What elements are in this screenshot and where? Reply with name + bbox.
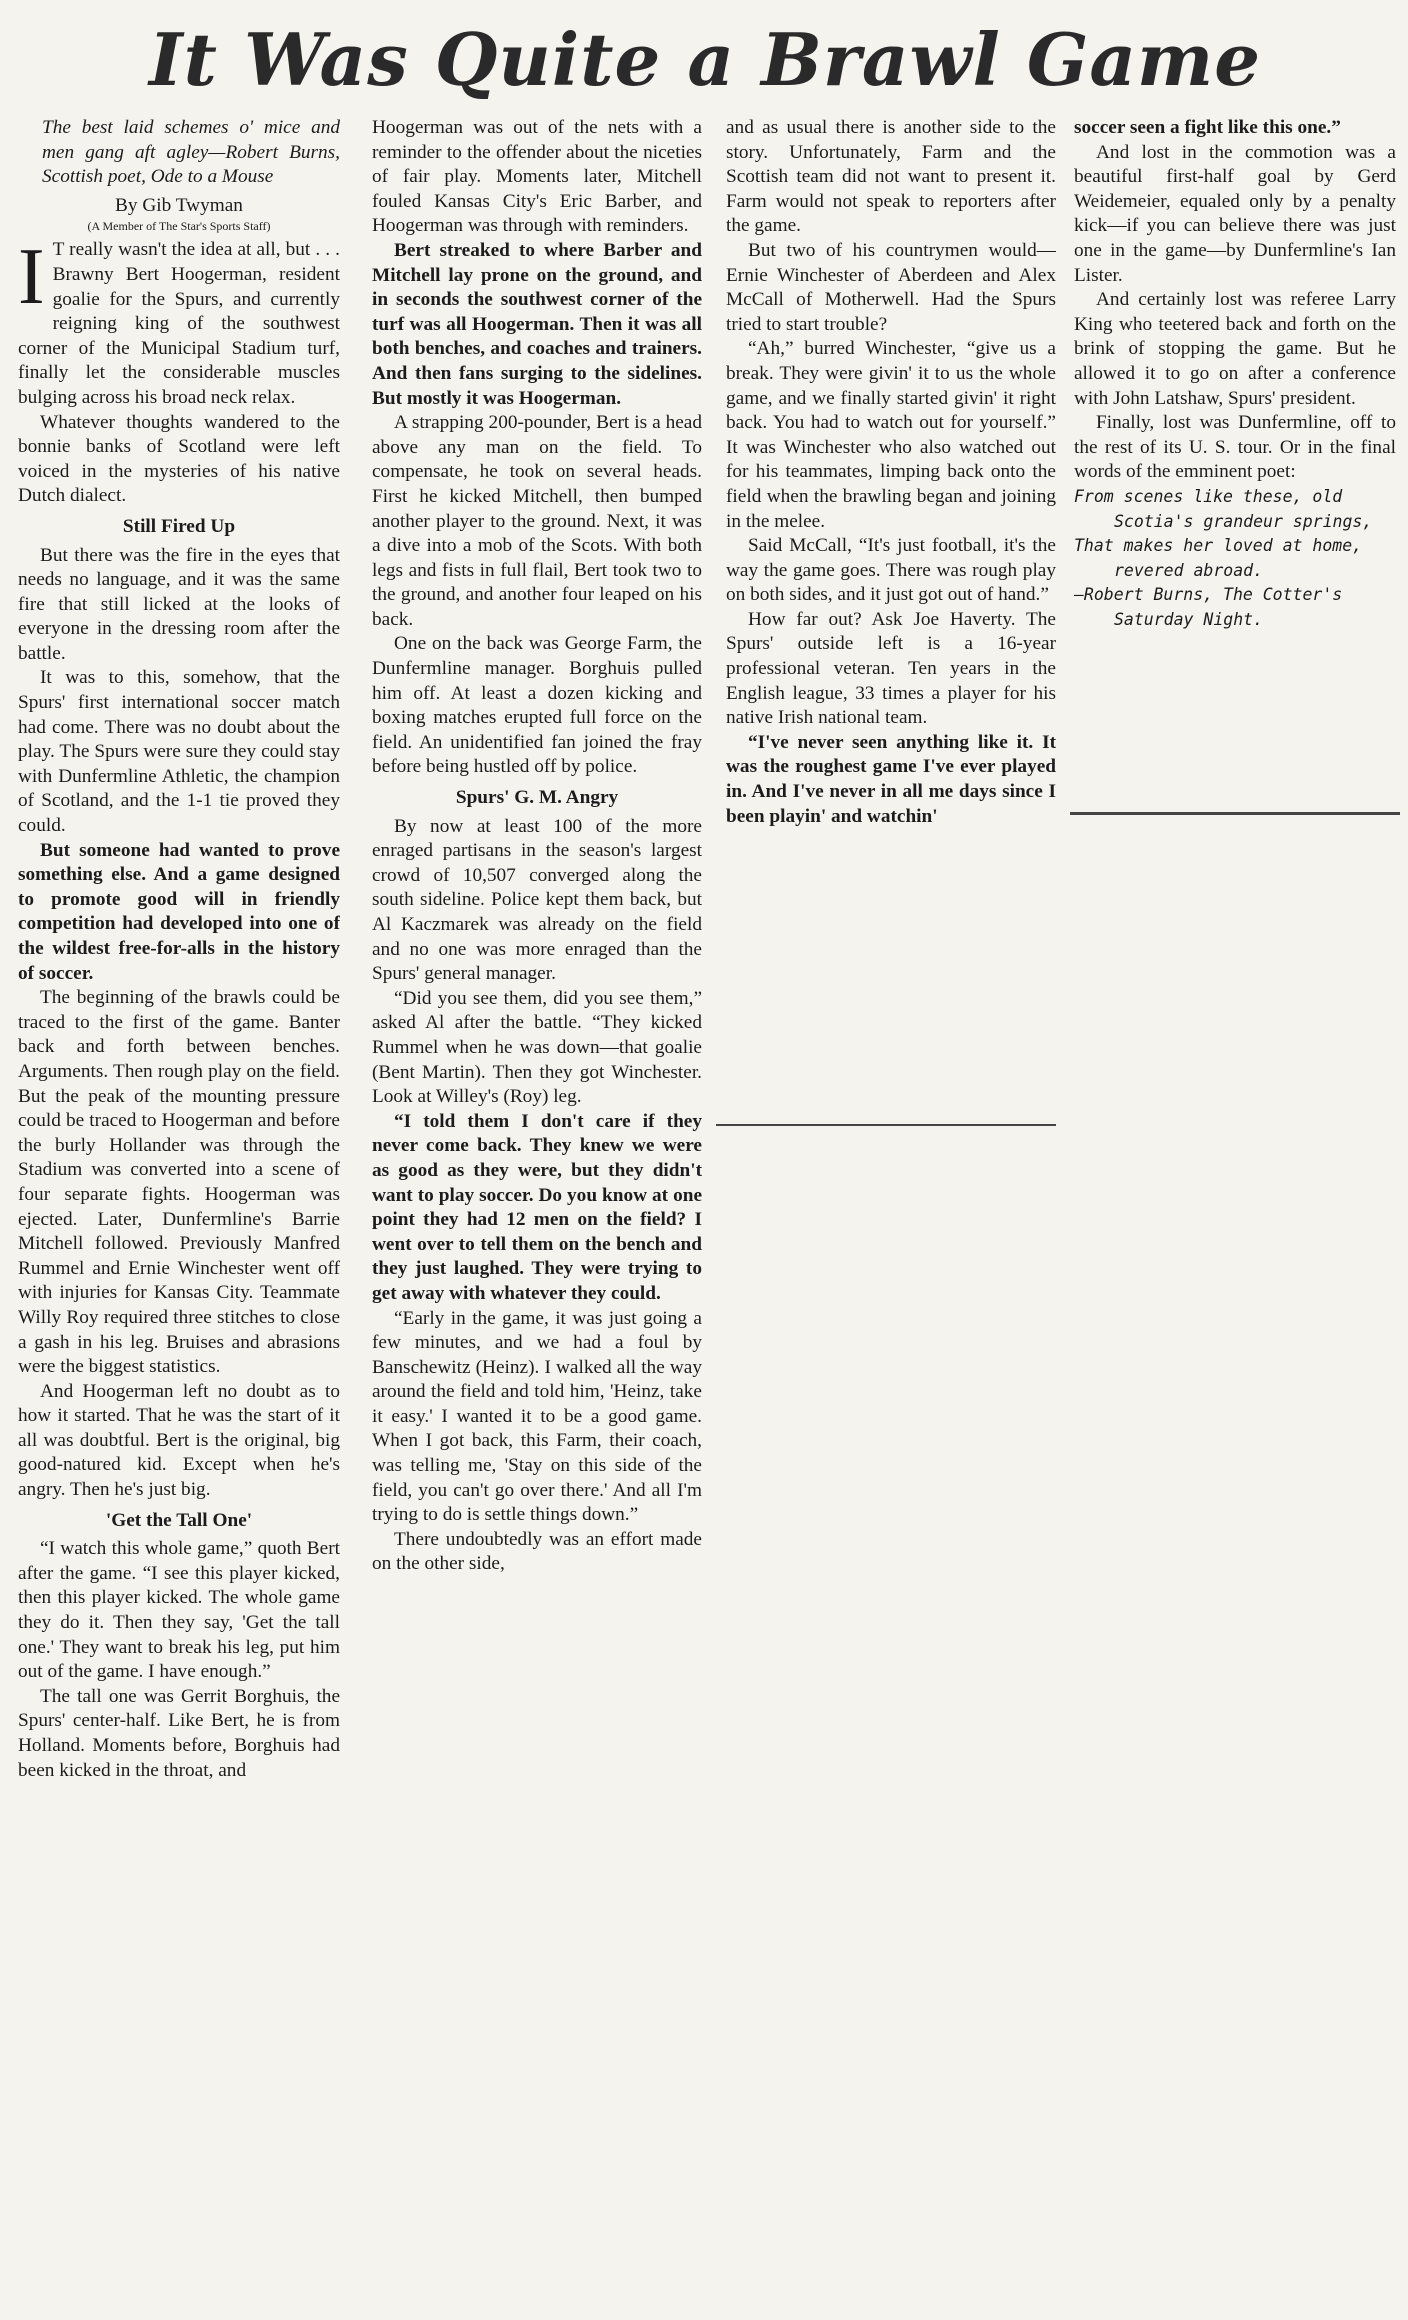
paragraph: “Did you see them, did you see them,” asked Al after the battle. “They kicked Rummel when he was down—that goalie (Bent Martin). Then they got Winchester. Look at Willey's (Roy) leg. [372,987,702,1108]
paragraph-bold: “I've never seen anything like it. It was the roughest game I've ever played in. And I've never in all me days since I been playin' and watchin' [726,731,1056,827]
column-4 [1074,116,1396,806]
poem-line: From scenes like these, old [1074,486,1343,506]
paragraph: But there was the fire in the eyes that needs no language, and it was the same fire that still licked at the looks of everyone in the dressing room after the battle. [18,544,340,664]
paragraph: And Hoogerman left no doubt as to how it started. That he was the start of it all was doubtful. Bert is the original, big good-natured kid. Except when he's angry. Then he's just big. [18,1380,340,1501]
lead-paragraph [18,233,340,410]
column-1 [18,116,340,2312]
paragraph: But two of his countrymen would—Ernie Winchester of Aberdeen and Alex McCall of Motherwell. Had the Spurs tried to start trouble? [726,239,1056,335]
subhead-spurs-gm-angry: Spurs' G. M. Angry [455,787,619,809]
poem-line: That makes her loved at home, [1074,536,1363,556]
byline-credit: (A Member of The Star's Sports Staff) [87,219,271,234]
poem-attribution: Saturday Night. [1114,609,1264,629]
paragraph: It was to this, somehow, that the Spurs' first international soccer match had come. There was no doubt about the play. The Spurs were sure they could stay with Dunfermline Athletic, the champion of Scotland, and the 1-1 tie proved they could. [18,667,340,837]
column-2 [372,116,702,2106]
paragraph: And certainly lost was referee Larry King who teetered back and forth on the brink of stopping the game. But he allowed it to go on after a conference with John Latshaw, Spurs' president. [1074,289,1396,409]
paragraph-bold: But someone had wanted to prove something else. And a game designed to promote good will in friendly competition had developed into one of the wildest free-for-alls in the history of soccer. [18,839,340,984]
byline: By Gib Twyman [115,194,243,216]
poem-attribution: —Robert Burns, The Cotter's [1074,585,1343,605]
paragraph: How far out? Ask Joe Haverty. The Spurs' outside left is a 16-year professional veteran. Ten years in the English league, 33 times a player for his native Irish national team. [726,608,1056,729]
paragraph: A strapping 200-pounder, Bert is a head above any man on the field. To compensate, he took on several heads. First he kicked Mitchell, then bumped another player to the ground. Next, it was a dive into a mob of the Scots. With both legs and fists in full flail, Bert took two to the ground, and another four leaped on his back. [372,412,702,630]
paragraph: The beginning of the brawls could be traced to the first of the game. Banter back and forth between benches. Arguments. Then rough play on the field. But the peak of the mounting pressure could be traced to Hoogerman and before the burly Hollander was through the Stadium was converted into a scene of four separate fights. Hoogerman was ejected. Later, Dunfermline's Barrie Mitchell followed. Previously Manfred Rummel and Ernie Winchester went off with injuries for Kansas City. Teammate Willy Roy required three stitches to close a gash in his leg. Bruises and abrasions were the biggest statistics. [18,987,340,1378]
column-end-rule [1070,812,1400,815]
subhead-still-fired-up: Still Fired Up [122,515,236,537]
drop-cap: I [18,233,45,322]
paragraph: Said McCall, “It's just football, it's the way the game goes. There was rough play on both sides, and it just got out of hand.” [726,535,1056,606]
column-end-rule [716,1124,1056,1126]
paragraph: and as usual there is another side to the story. Unfortunately, Farm and the Scottish team did not want to present it. Farm would not speak to reporters after the game. [726,117,1056,237]
lead-text: T really wasn't the idea at all, but . . . Brawny Bert Hoogerman, resident goalie for the Spurs, and currently reigning king of the southwest corner of the Municipal Stadium turf, finally let the considerable muscles bulging across his broad neck relax. [18,239,340,408]
headline: It Was Quite a Brawl Game [148,17,1262,102]
poem-line: revered abroad. [1114,560,1264,580]
paragraph: By now at least 100 of the more enraged partisans in the season's largest crowd of 10,507 converged along the south sideline. Police kept them back, but Al Kaczmarek was already on the field and no one was more enraged than the Spurs' general manager. [372,815,702,985]
paragraph: “Ah,” burred Winchester, “give us a break. They were givin' it to us the whole game, and we finally started givin' it right back. You had to watch out for yourself.” It was Winchester who also watched out for his teammates, limping back onto the field when the brawling began and joining in the melee. [726,338,1056,532]
column-3 [726,116,1056,1116]
paragraph: The tall one was Gerrit Borghuis, the Spurs' center-half. Like Bert, he is from Holland. Moments before, Borghuis had been kicked in the throat, and [18,1685,340,1781]
paragraph: One on the back was George Farm, the Dunfermline manager. Borghuis pulled him off. At least a dozen kicking and boxing matches erupted full force on the field. An unidentified fan joined the fray before being hustled off by police. [372,633,702,778]
paragraph: Finally, lost was Dunfermline, off to the rest of its U. S. tour. Or in the final words of the emminent poet: [1074,412,1396,483]
paragraph: There undoubtedly was an effort made on the other side, [372,1528,702,1575]
epigraph: The best laid schemes o' mice and men gang aft agley—Robert Burns, Scottish poet, Ode to a Mouse [42,117,340,188]
paragraph: “Early in the game, it was just going a few minutes, and we had a foul by Banschewitz (Heinz). I walked all the way around the field and told him, 'Heinz, take it easy.' I wanted it to be a good game. When I got back, this Farm, their coach, was telling me, 'Stay on this side of the field, you can't go over there.' And all I'm trying to do is settle things down.” [372,1307,702,1526]
paragraph-bold: Bert streaked to where Barber and Mitchell lay prone on the ground, and in seconds the southwest corner of the turf was all Hoogerman. Then it was all both benches, and coaches and trainers. And then fans surging to the sidelines. But mostly it was Hoogerman. [372,239,702,409]
paragraph: And lost in the commotion was a beautiful first-half goal by Gerd Weidemeier, equaled only by a penalty kick—if you can believe there was just one in the game—by Dunfermline's Ian Lister. [1074,141,1396,286]
paragraph-bold: “I told them I don't care if they never come back. They knew we were as good as they were, but they didn't want to play soccer. Do you know at one point they had 12 men on the field? I went over to tell them on the bench and they just laughed. They were trying to get away with whatever they could. [372,1110,702,1304]
paragraph: Whatever thoughts wandered to the bonnie banks of Scotland were left voiced in the mysteries of his native Dutch dialect. [18,411,340,507]
subhead-get-the-tall-one: 'Get the Tall One' [105,1509,253,1531]
paragraph: Hoogerman was out of the nets with a reminder to the offender about the niceties of fair play. Moments later, Mitchell fouled Kansas City's Eric Barber, and Hoogerman was through with reminders. [372,117,702,237]
paragraph: “I watch this whole game,” quoth Bert after the game. “I see this player kicked, then this player kicked. The whole game they do it. Then they say, 'Get the tall one.' They want to break his leg, put him out of the game. I have enough.” [18,1538,340,1683]
poem-line: Scotia's grandeur springs, [1114,511,1373,531]
paragraph-bold: soccer seen a fight like this one.” [1074,117,1341,138]
